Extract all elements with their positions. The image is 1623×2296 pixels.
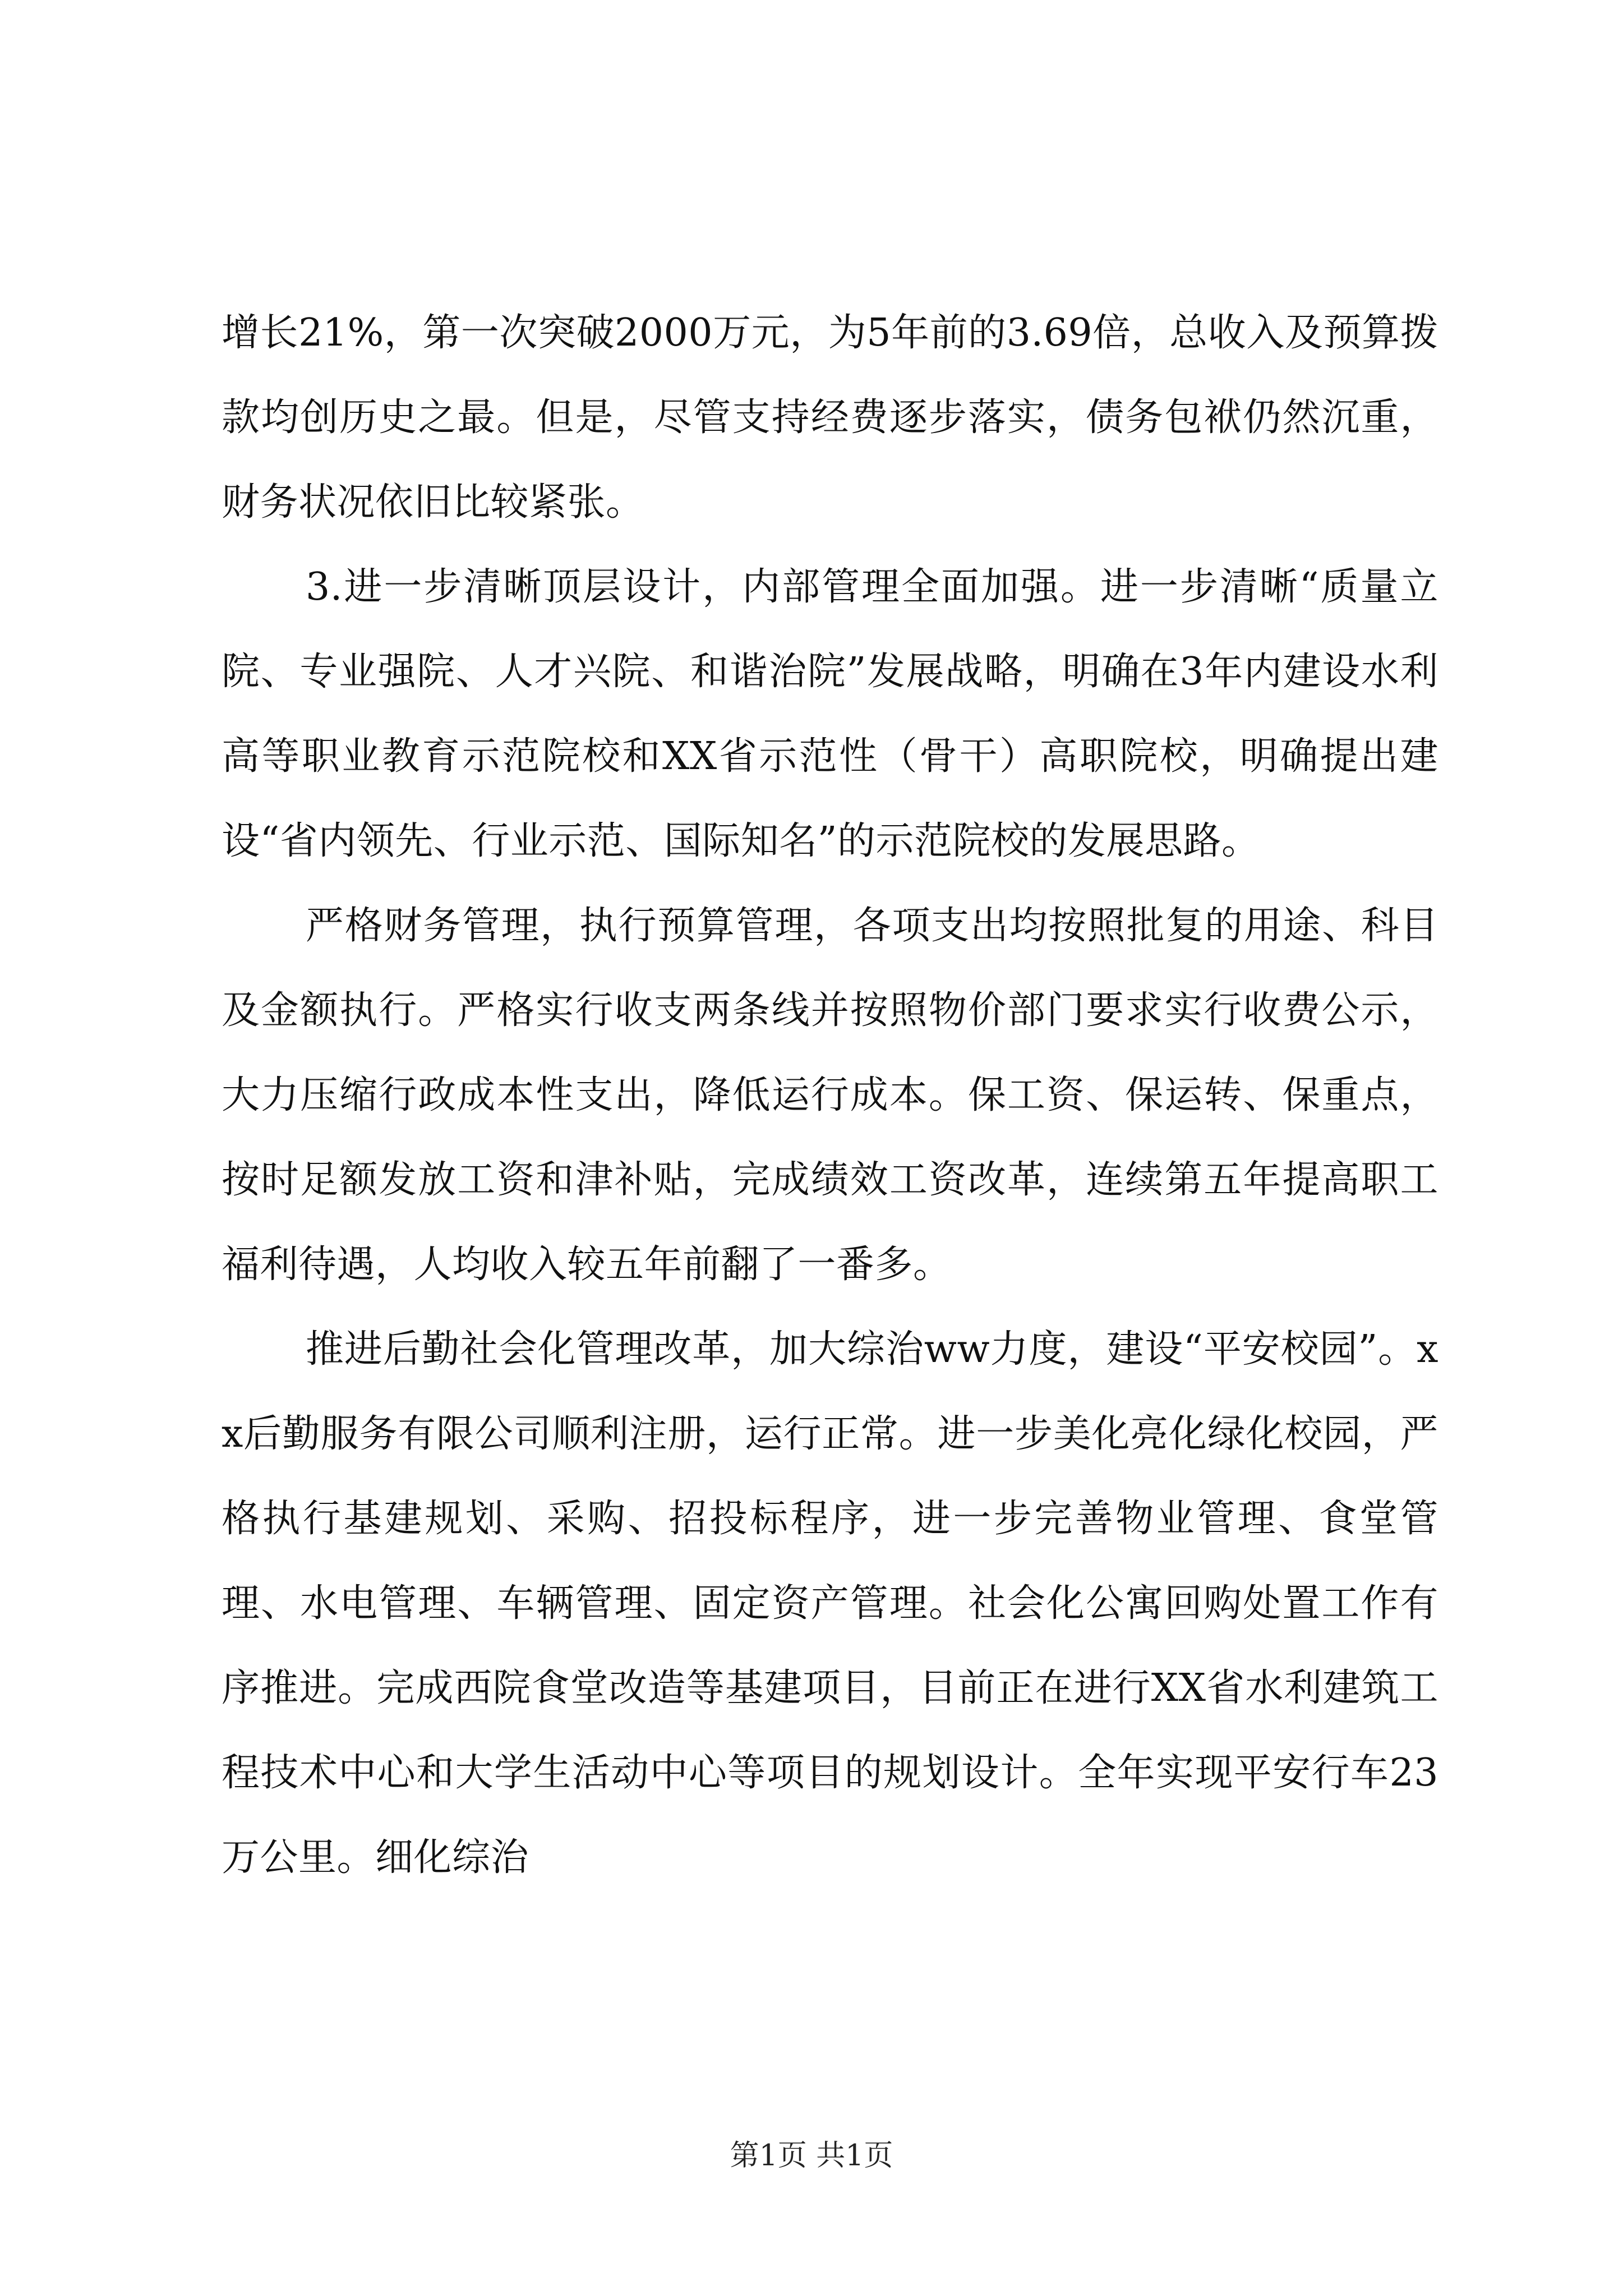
- page-number-footer: 第1页 共1页: [730, 2139, 893, 2173]
- paragraph-1: 增长21%，第一次突破2000万元，为5年前的3.69倍，总收入及预算拨款均创历史之最。但是，尽管支持经费逐步落实，债务包袱仍然沉重，财务状况依旧比较紧张。: [222, 311, 1438, 524]
- paragraph-4: 推进后勤社会化管理改革，加大综治ww力度，建设“平安校园”。xx后勤服务有限公司顺利注册，运行正常。进一步美化亮化绿化校园，严格执行基建规划、采购、招投标程序，进一步完善物业管理、食堂管理、水电管理、车辆管理、固定资产管理。社会化公寓回购处置工作有序推进。完成西院食堂改造等基建项目，目前正在进行XX省水利建筑工程技术中心和大学生活动中心等项目的规划设计。全年实现平安行车23万公里。细化综治: [222, 1327, 1438, 1880]
- paragraph-3: 严格财务管理，执行预算管理，各项支出均按照批复的用途、科目及金额执行。严格实行收支两条线并按照物价部门要求实行收费公示，大力压缩行政成本性支出，降低运行成本。保工资、保运转、保重点，按时足额发放工资和津补贴，完成绩效工资改革，连续第五年提高职工福利待遇，人均收入较五年前翻了一番多。: [222, 904, 1438, 1287]
- document-body: [222, 291, 1438, 1900]
- paragraph-2: 3.进一步清晰顶层设计，内部管理全面加强。进一步清晰“质量立院、专业强院、人才兴院、和谐治院”发展战略，明确在3年内建设水利高等职业教育示范院校和XX省示范性（骨干）高职院校，明确提出建设“省内领先、行业示范、国际知名”的示范院校的发展思路。: [222, 565, 1438, 863]
